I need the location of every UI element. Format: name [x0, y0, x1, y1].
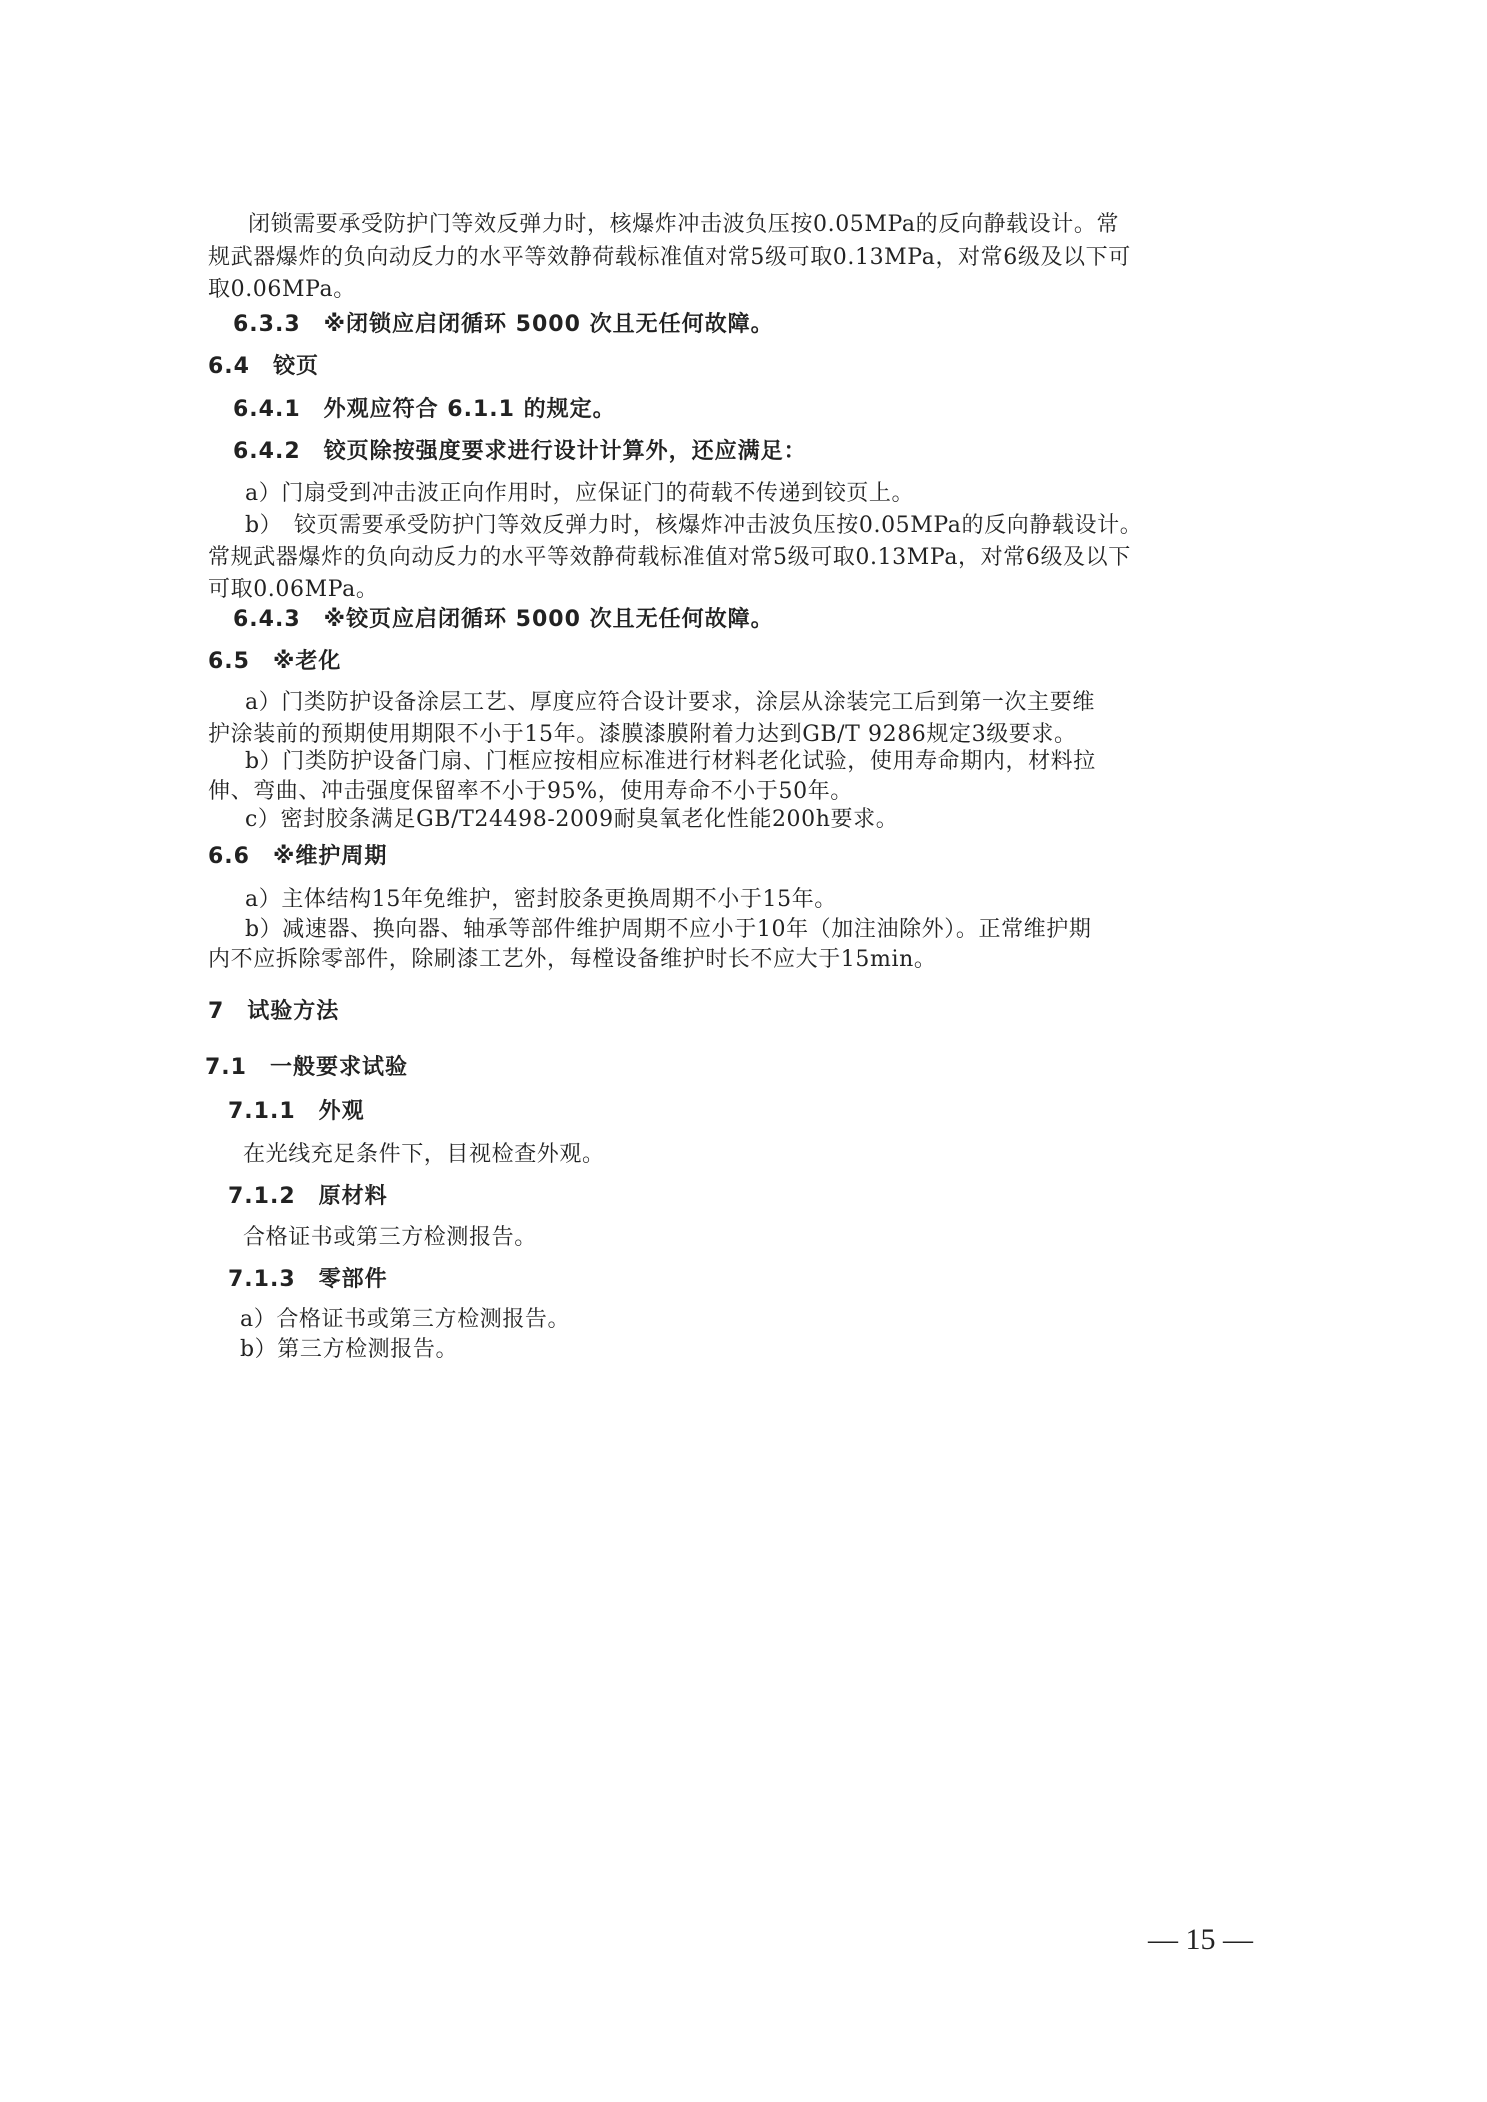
page-number: — 15 —	[1148, 1923, 1253, 1956]
section-heading-6-4: 6.4 铰页	[208, 354, 319, 379]
clause-heading-6-3-3: 6.3.3 ※闭锁应启闭循环 5000 次且无任何故障。	[233, 312, 774, 337]
clause-heading-6-4-2: 6.4.2 铰页除按强度要求进行设计计算外，还应满足：	[233, 439, 807, 464]
section-heading-6-5: 6.5 ※老化	[208, 649, 342, 674]
list-item-line: a）合格证书或第三方检测报告。	[240, 1307, 571, 1332]
list-item-line: 护涂装前的预期使用期限不小于15年。漆膜漆膜附着力达到GB/T 9286规定3级要求。	[208, 722, 1077, 747]
list-item-line: b）减速器、换向器、轴承等部件维护周期不应小于10年（加注油除外）。正常维护期	[245, 917, 1092, 942]
paragraph-line: 取0.06MPa。	[208, 277, 356, 302]
clause-heading-7-1-2: 7.1.2 原材料	[228, 1184, 388, 1209]
paragraph-line: 在光线充足条件下，目视检查外观。	[243, 1142, 605, 1167]
list-item-line: a）主体结构15年免维护，密封胶条更换周期不小于15年。	[245, 887, 837, 912]
clause-heading-6-4-3: 6.4.3 ※铰页应启闭循环 5000 次且无任何故障。	[233, 607, 774, 632]
section-heading-7-1: 7.1 一般要求试验	[205, 1055, 408, 1080]
list-item-line: a）门扇受到冲击波正向作用时，应保证门的荷载不传递到铰页上。	[245, 481, 915, 506]
paragraph-line: 闭锁需要承受防护门等效反弹力时，核爆炸冲击波负压按0.05MPa的反向静载设计。常	[248, 212, 1120, 237]
list-item-line: 可取0.06MPa。	[208, 577, 379, 602]
list-item-line: b）门类防护设备门扇、门框应按相应标准进行材料老化试验，使用寿命期内，材料拉	[245, 749, 1096, 774]
list-item-line: 伸、弯曲、冲击强度保留率不小于95%，使用寿命不小于50年。	[208, 779, 853, 804]
paragraph-line: 合格证书或第三方检测报告。	[243, 1225, 537, 1250]
list-item-line: a）门类防护设备涂层工艺、厚度应符合设计要求，涂层从涂装完工后到第一次主要维	[245, 690, 1095, 715]
list-item-line: b）第三方检测报告。	[240, 1337, 459, 1362]
clause-heading-7-1-1: 7.1.1 外观	[228, 1099, 365, 1124]
clause-heading-7-1-3: 7.1.3 零部件	[228, 1267, 388, 1292]
chapter-heading-7: 7 试验方法	[208, 999, 340, 1024]
list-item-line: 内不应拆除零部件，除刷漆工艺外，每樘设备维护时长不应大于15min。	[208, 947, 937, 972]
list-item-line: b） 铰页需要承受防护门等效反弹力时，核爆炸冲击波负压按0.05MPa的反向静载设计。	[245, 513, 1143, 538]
section-heading-6-6: 6.6 ※维护周期	[208, 844, 388, 869]
paragraph-line: 规武器爆炸的负向动反力的水平等效静荷载标准值对常5级可取0.13MPa，对常6级及以下可	[208, 245, 1131, 270]
list-item-line: c）密封胶条满足GB/T24498-2009耐臭氧老化性能200h要求。	[245, 807, 899, 832]
clause-heading-6-4-1: 6.4.1 外观应符合 6.1.1 的规定。	[233, 397, 616, 422]
list-item-line: 常规武器爆炸的负向动反力的水平等效静荷载标准值对常5级可取0.13MPa，对常6级及以下	[208, 545, 1131, 570]
